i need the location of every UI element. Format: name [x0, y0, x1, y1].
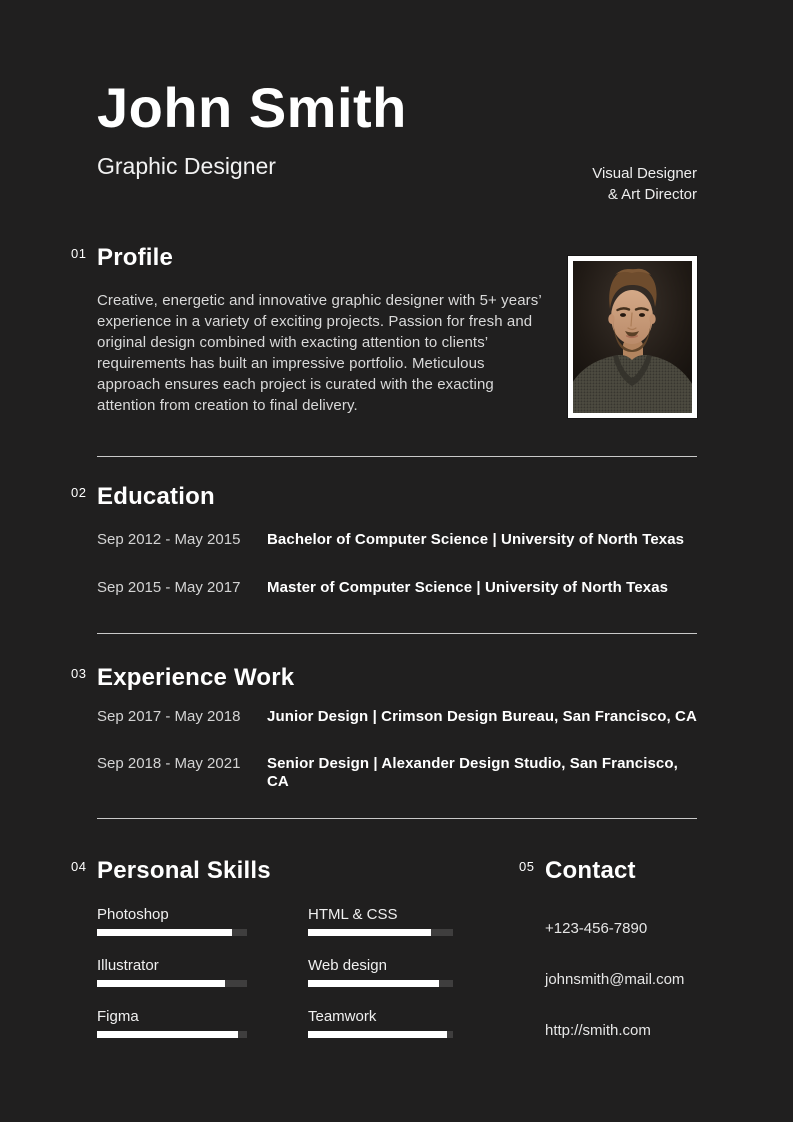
section-experience [71, 663, 697, 791]
divider [97, 818, 697, 819]
skill-item [97, 1008, 247, 1038]
skill-progress-fill [308, 1031, 447, 1038]
person-job-title: Graphic Designer [97, 153, 276, 179]
skills-grid [97, 906, 453, 1038]
skill-progress-track [97, 1031, 247, 1038]
section-number: 03 [71, 666, 87, 681]
section-number: 01 [71, 246, 87, 261]
skill-progress-track [308, 929, 453, 936]
skill-progress-fill [97, 1031, 238, 1038]
skill-item [308, 1008, 453, 1038]
skill-progress-fill [97, 929, 232, 936]
section-profile [71, 243, 697, 416]
skills-heading [71, 856, 453, 886]
skill-label: Teamwork [308, 1008, 377, 1025]
contact-email: johnsmith@mail.com [545, 971, 685, 988]
education-period: Sep 2015 - May 2017 [97, 579, 241, 596]
section-number: 05 [519, 859, 535, 874]
profile-summary-text: Creative, energetic and innovative graphic designer with 5+ years’ experience in a variety of exciting projects. Passion for fresh and original design combined with exacting attention to clients’ requirements has built an impressive portfolio. Meticulous approach ensures each project is curated with the exacting attention from creation to final delivery. [97, 292, 542, 414]
section-contact [519, 856, 685, 1040]
section-education [71, 482, 697, 597]
skill-label: Photoshop [97, 906, 169, 923]
skill-label: HTML & CSS [308, 906, 398, 923]
experience-position: Senior Design | Alexander Design Studio, San Francisco, CA [267, 755, 678, 790]
experience-row [97, 755, 697, 791]
education-heading [71, 482, 697, 512]
skill-item [97, 957, 247, 987]
education-heading-label: Education [97, 483, 215, 510]
skill-item [308, 906, 453, 936]
education-period: Sep 2012 - May 2015 [97, 531, 241, 548]
divider [97, 456, 697, 457]
experience-row [97, 708, 697, 726]
tagline [592, 163, 697, 205]
tagline-line-1: Visual Designer [592, 165, 697, 182]
section-number: 02 [71, 485, 87, 500]
skill-progress-track [308, 980, 453, 987]
contact-heading-label: Contact [545, 857, 636, 884]
contact-list [545, 920, 684, 1040]
skill-label: Illustrator [97, 957, 159, 974]
skill-progress-fill [97, 980, 225, 987]
education-degree: Master of Computer Science | University of North Texas [267, 579, 669, 596]
contact-website: http://smith.com [545, 1022, 651, 1039]
contact-phone: +123-456-7890 [545, 920, 648, 937]
contact-heading [519, 856, 684, 886]
section-number: 04 [71, 859, 87, 874]
person-name: John Smith [97, 76, 407, 139]
resume-header [97, 76, 697, 203]
experience-heading [71, 663, 697, 693]
bottom-columns [71, 856, 697, 1040]
profile-heading-label: Profile [97, 244, 174, 271]
skills-heading-label: Personal Skills [97, 857, 271, 884]
experience-period: Sep 2017 - May 2018 [97, 708, 241, 725]
profile-photo [568, 256, 697, 418]
profile-photo-illustration [573, 261, 692, 413]
education-row [97, 579, 697, 597]
skill-progress-track [97, 980, 247, 987]
divider [97, 633, 697, 634]
education-row [97, 531, 697, 549]
experience-heading-label: Experience Work [97, 664, 295, 691]
section-skills [71, 856, 453, 1040]
experience-period: Sep 2018 - May 2021 [97, 755, 241, 772]
skill-label: Figma [97, 1008, 139, 1025]
skill-progress-fill [308, 929, 431, 936]
education-degree: Bachelor of Computer Science | University of North Texas [267, 531, 685, 548]
skill-progress-fill [308, 980, 439, 987]
tagline-line-2: & Art Director [607, 186, 697, 203]
experience-position: Junior Design | Crimson Design Bureau, San Francisco, CA [267, 708, 697, 725]
skill-label: Web design [308, 957, 387, 974]
skill-item [97, 906, 247, 936]
skill-item [308, 957, 453, 987]
skill-progress-track [308, 1031, 453, 1038]
skill-progress-track [97, 929, 247, 936]
